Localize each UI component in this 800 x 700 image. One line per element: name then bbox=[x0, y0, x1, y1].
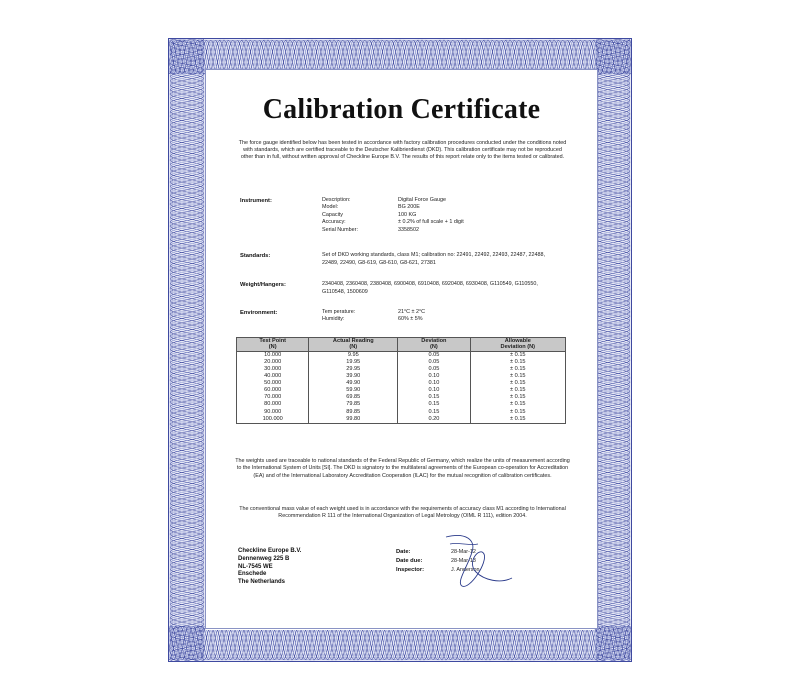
table-row bbox=[237, 409, 566, 416]
instrument-key: Capacity bbox=[322, 211, 343, 218]
table-cell: 0.05 bbox=[398, 351, 470, 359]
address-line: NL-7545 WE bbox=[238, 563, 273, 570]
date-value: 28-Mar-12 bbox=[451, 549, 476, 555]
table-cell: 0.05 bbox=[398, 366, 470, 373]
table-cell: 99.80 bbox=[309, 416, 398, 424]
company-address bbox=[238, 548, 301, 587]
table-cell: 89.85 bbox=[309, 409, 398, 416]
table-cell: ± 0.15 bbox=[470, 351, 565, 359]
table-row bbox=[237, 373, 566, 380]
table-cell: 50.000 bbox=[237, 380, 309, 387]
intro-paragraph: The force gauge identified below has been tested in accordance with factory calibration procedures conducted under the conditions noted with standards, which are certified traceable to the Deutscher Kalibrierdienst (DKD). This calibration certificate may not be reproduced other than in full, without written approval of Checkline Europe B.V. The results of this report relate only to the items tested or calibrated. bbox=[238, 140, 567, 161]
table-cell: ± 0.15 bbox=[470, 416, 565, 424]
table-cell: 79.85 bbox=[309, 401, 398, 408]
table-cell: ± 0.15 bbox=[470, 366, 565, 373]
instrument-value: BG 200E bbox=[398, 204, 420, 211]
table-row bbox=[237, 416, 566, 424]
instrument-key: Model: bbox=[322, 204, 339, 211]
table-cell: 20.000 bbox=[237, 359, 309, 366]
certificate-body bbox=[206, 70, 597, 628]
weights-text: 2340408, 2360408, 2380408, 6900408, 6910408, 6920408, 6930408, G110549, G110550, G110548, 1500609 bbox=[322, 281, 538, 295]
column-header-allowable-deviation bbox=[470, 338, 565, 352]
instrument-value: 3358502 bbox=[398, 226, 419, 233]
instrument-values bbox=[398, 197, 464, 234]
table-row bbox=[237, 351, 566, 359]
instrument-key: Accuracy: bbox=[322, 219, 346, 226]
standards-text: Set of DKD working standards, class M1; calibration no: 22491, 22492, 22493, 22487, 22488, 22489, 22490, G8-619, G8-610, G8-621, 27381 bbox=[322, 252, 545, 266]
environment-values bbox=[398, 309, 425, 324]
table-cell: 69.85 bbox=[309, 394, 398, 401]
table-row bbox=[237, 380, 566, 387]
header-line: (N) bbox=[268, 344, 277, 351]
header-line: Actual Reading bbox=[332, 338, 374, 344]
calibration-results-table bbox=[236, 337, 566, 424]
table-cell: 49.90 bbox=[309, 380, 398, 387]
header-line: Deviation (N) bbox=[500, 344, 536, 351]
column-header-actual-reading bbox=[309, 338, 398, 352]
instrument-value: 100 KG bbox=[398, 211, 417, 218]
environment-value: 21°C ± 2°C bbox=[398, 309, 426, 315]
address-line: Checkline Europe B.V. bbox=[238, 548, 302, 554]
table-cell: 39.90 bbox=[309, 373, 398, 380]
table-row bbox=[237, 366, 566, 373]
table-body bbox=[237, 351, 566, 423]
table-cell: ± 0.15 bbox=[470, 380, 565, 387]
column-header-deviation bbox=[398, 338, 470, 352]
table-cell: 30.000 bbox=[237, 366, 309, 373]
instrument-key: Serial Number: bbox=[322, 226, 358, 233]
table-cell: 70.000 bbox=[237, 394, 309, 401]
handwritten-signature bbox=[436, 532, 516, 592]
table-cell: 90.000 bbox=[237, 409, 309, 416]
table-row bbox=[237, 359, 566, 366]
table-cell: 0.05 bbox=[398, 359, 470, 366]
date-due-label: Date due: bbox=[396, 558, 423, 564]
address-line: Dennenweg 225 B bbox=[238, 555, 290, 562]
instrument-label: Instrument: bbox=[240, 198, 272, 204]
table-cell: ± 0.15 bbox=[470, 401, 565, 408]
header-line: Allowable bbox=[504, 338, 531, 344]
table-cell: ± 0.15 bbox=[470, 373, 565, 380]
table-cell: ± 0.15 bbox=[470, 394, 565, 401]
table-cell: 60.000 bbox=[237, 387, 309, 394]
signature-labels bbox=[396, 548, 424, 575]
instrument-keys bbox=[322, 197, 358, 234]
standards-label: Standards: bbox=[240, 253, 271, 259]
table-cell: ± 0.15 bbox=[470, 387, 565, 394]
table-cell: 0.20 bbox=[398, 416, 470, 424]
table-cell: 19.95 bbox=[309, 359, 398, 366]
certificate-title: Calibration Certificate bbox=[262, 94, 541, 125]
inspector-label: Inspector: bbox=[396, 567, 425, 573]
mass-value-note: The conventional mass value of each weight used is in accordance with the requirements of accuracy class M1 according to International Recommendation R 111 of the International Organization of Legal Metrology (OIML R 111), edition 2004. bbox=[239, 506, 566, 520]
header-line: (N) bbox=[349, 344, 358, 351]
environment-value: 60% ± 5% bbox=[398, 316, 423, 323]
table-cell: 40.000 bbox=[237, 373, 309, 380]
table-cell: 10.000 bbox=[237, 351, 309, 359]
environment-key: Humidity: bbox=[322, 316, 345, 323]
table-cell: 80.000 bbox=[237, 401, 309, 408]
header-line: (N) bbox=[430, 344, 438, 351]
environment-keys bbox=[322, 309, 355, 324]
table-row bbox=[237, 401, 566, 408]
table-cell: 29.95 bbox=[309, 366, 398, 373]
table-row bbox=[237, 387, 566, 394]
table-header-row bbox=[237, 338, 566, 352]
column-header-test-point bbox=[237, 338, 309, 352]
table-cell: 0.10 bbox=[398, 380, 470, 387]
header-line: Test Point bbox=[259, 338, 286, 344]
address-line: Enschede bbox=[238, 571, 267, 578]
table-row bbox=[237, 394, 566, 401]
table-cell: 0.15 bbox=[398, 394, 470, 401]
table-cell: ± 0.15 bbox=[470, 409, 565, 416]
table-cell: 100.000 bbox=[237, 416, 309, 424]
table-cell: ± 0.15 bbox=[470, 359, 565, 366]
date-due-value: 28-Mar-13 bbox=[451, 558, 476, 564]
instrument-key: Description: bbox=[322, 197, 351, 203]
table-cell: 0.10 bbox=[398, 373, 470, 380]
table-cell: 0.10 bbox=[398, 387, 470, 394]
environment-label: Environment: bbox=[240, 310, 278, 316]
inspector-value: J. Anderson bbox=[451, 567, 480, 573]
address-line: The Netherlands bbox=[238, 579, 286, 586]
table-cell: 0.15 bbox=[398, 401, 470, 408]
traceability-note: The weights used are traceable to national standards of the Federal Republic of Germany, which realize the units of measurement according to the International System of Units [SI]. The DKD is signatory to the multilateral agreements of the European co-operation for Accreditation (EA) and of the International Laboratory Accreditation Cooperation (ILAC) for the mutual recognition of calibration certificates. bbox=[235, 458, 570, 479]
table-cell: 59.90 bbox=[309, 387, 398, 394]
header-line: Deviation bbox=[421, 338, 447, 344]
instrument-value: ± 0.2% of full scale + 1 digit bbox=[398, 219, 464, 226]
instrument-value: Digital Force Gauge bbox=[398, 197, 446, 203]
environment-key: Tem perature: bbox=[322, 309, 356, 315]
table-cell: 0.15 bbox=[398, 409, 470, 416]
weights-label: Weight/Hangers: bbox=[240, 282, 286, 288]
date-label: Date: bbox=[396, 549, 411, 555]
table-cell: 9.95 bbox=[309, 351, 398, 359]
